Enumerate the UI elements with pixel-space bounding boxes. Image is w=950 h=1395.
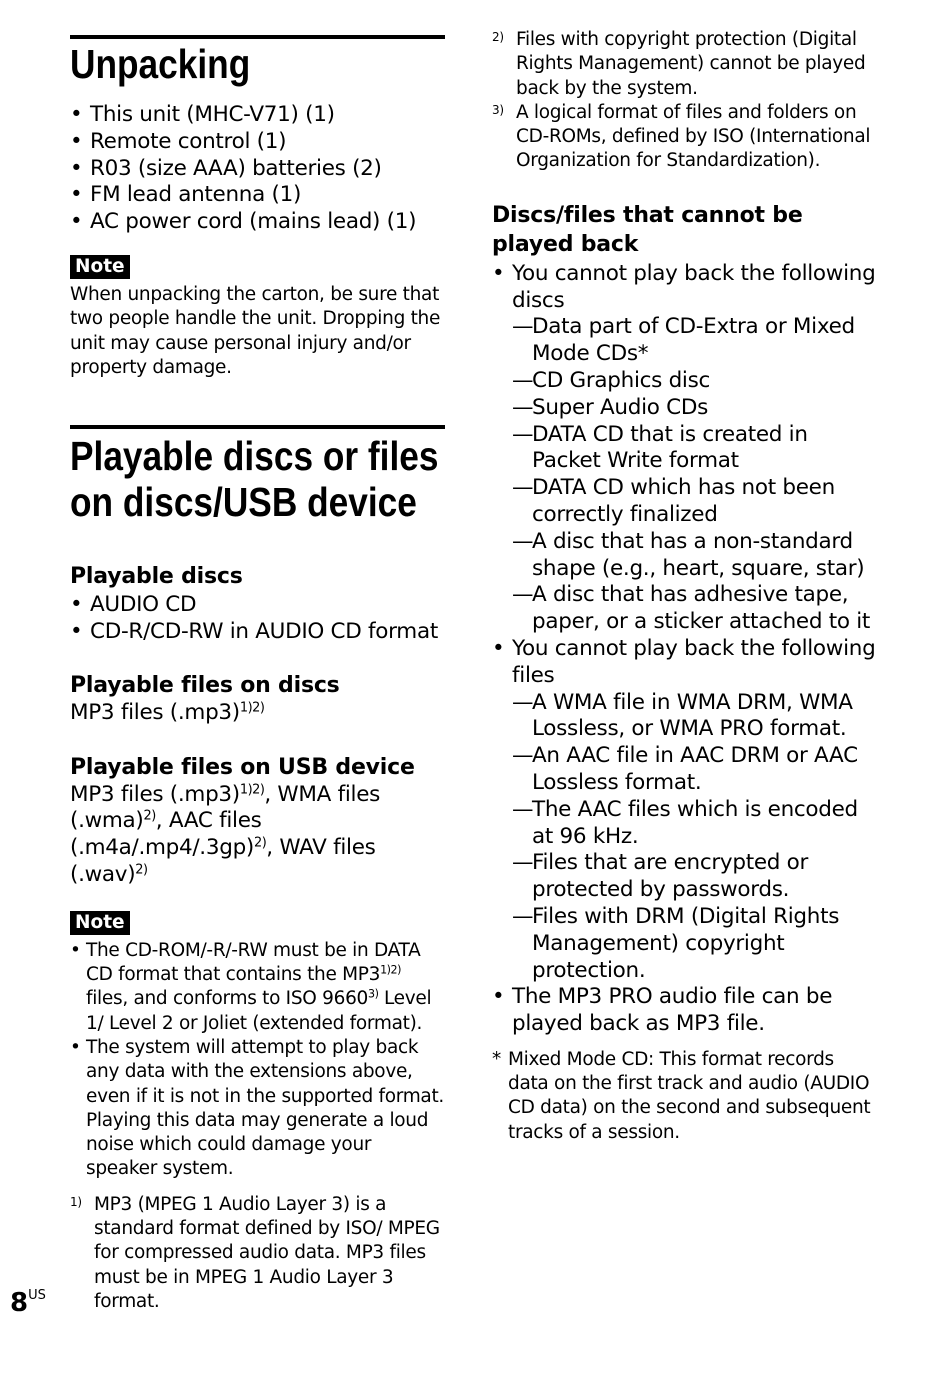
footnote-text: MP3 (MPEG 1 Audio Layer 3) is a standard format defined by ISO/ MPEG for compressed audio data. MP3 files must be in MPEG 1 Audio Layer 3 format. — [94, 1193, 440, 1312]
page-number — [10, 1288, 46, 1318]
list-item: — An AAC file in AAC DRM or AAC Lossless format. — [512, 743, 877, 797]
list-item: • R03 (size AAA) batteries (2) — [70, 156, 445, 183]
footnote-ref: 2) — [254, 835, 267, 851]
list-item: • CD-R/CD-RW in AUDIO CD format — [70, 619, 445, 646]
list-item: — The AAC files which is encoded at 96 kHz. — [512, 797, 877, 851]
list-item: — Files that are encrypted or protected by passwords. — [512, 850, 877, 904]
list-item: — Files with DRM (Digital Rights Management) copyright protection. — [512, 904, 877, 984]
list-item: • The system will attempt to play back any data with the extensions above, even if it is not in the supported format. Playing this data may generate a loud noise which could damage your speaker system. — [70, 1036, 445, 1182]
footnote-2 — [492, 28, 877, 101]
footnote-ref: 1)2) — [380, 963, 401, 977]
footnote-mark: 1) — [70, 1194, 82, 1209]
text-run: MP3 files (.mp3) — [70, 699, 240, 725]
note-badge: Note — [70, 911, 130, 935]
list-item: • AUDIO CD — [70, 592, 445, 619]
footnote-ref: 1)2) — [239, 781, 265, 797]
list-item — [492, 261, 877, 636]
text-run: MP3 files (.mp3) — [70, 781, 240, 807]
text-run: files, and conforms to ISO 9660 — [86, 988, 369, 1010]
footnote-ref: 2) — [135, 862, 148, 878]
list-item: — A disc that has adhesive tape, paper, or a sticker attached to it — [512, 582, 877, 636]
text-run: , WMA files (.wma) — [70, 781, 381, 834]
note-badge: Note — [70, 255, 130, 279]
page-region-suffix: US — [28, 1288, 46, 1303]
playable-discs-list — [70, 592, 445, 646]
footnote-3 — [492, 101, 877, 174]
list-item: — Super Audio CDs — [512, 395, 877, 422]
cannot-play-files-list — [512, 690, 877, 985]
list-item — [70, 939, 445, 1036]
footnote-1 — [70, 1193, 445, 1314]
cannot-play-list — [492, 261, 877, 1038]
text-run: Level 1/ Level 2 or Joliet (extended format). — [86, 988, 432, 1034]
note-text: When unpacking the carton, be sure that two people handle the unit. Dropping the unit may cause personal injury and/or property damage. — [70, 283, 441, 378]
list-item — [492, 636, 877, 984]
subheading-files-on-usb: Playable files on USB device — [70, 754, 415, 780]
files-on-usb-text — [70, 782, 445, 889]
footnote-text: Files with copyright protection (Digital Rights Management) cannot be played back by the system. — [516, 29, 866, 99]
heading-playable — [70, 433, 439, 526]
footnote-ref: 2) — [143, 808, 156, 824]
footnote-text: A logical format of files and folders on CD-ROMs, defined by ISO (International Organization for Standardization). — [516, 101, 871, 172]
list-item: • FM lead antenna (1) — [70, 182, 445, 209]
list-item: — A disc that has a non-standard shape (e.g., heart, square, star) — [512, 529, 877, 583]
subheading-playable-discs: Playable discs — [70, 564, 243, 590]
list-item: • AC power cord (mains lead) (1) — [70, 209, 445, 236]
heading-unpacking: Unpacking — [70, 41, 251, 87]
heading-playable-line2: on discs/USB device — [70, 479, 417, 526]
list-item: — CD Graphics disc — [512, 368, 877, 395]
asterisk-note — [492, 1048, 877, 1145]
right-column — [492, 0, 877, 1145]
list-item-intro: You cannot play back the following discs — [512, 260, 876, 313]
section-rule-unpacking — [70, 35, 445, 39]
text-run: The CD-ROM/-R/-RW must be in DATA CD format that contains the MP3 — [86, 939, 421, 986]
list-item: — DATA CD that is created in Packet Write format — [512, 422, 877, 476]
subheading-cannot-play: Discs/files that cannot be played back — [492, 202, 803, 257]
playable-note-list — [70, 939, 445, 1182]
list-item: — A WMA file in WMA DRM, WMA Lossless, or WMA PRO format. — [512, 690, 877, 744]
list-item: • This unit (MHC-V71) (1) — [70, 102, 445, 129]
list-item: — DATA CD which has not been correctly finalized — [512, 475, 877, 529]
section-rule-playable — [70, 425, 445, 429]
list-item: — Data part of CD-Extra or Mixed Mode CDs* — [512, 314, 877, 368]
heading-playable-line1: Playable discs or files — [70, 433, 439, 480]
subheading-files-on-discs: Playable files on discs — [70, 672, 340, 698]
files-on-discs-text — [70, 700, 445, 727]
list-item: • Remote control (1) — [70, 129, 445, 156]
list-item-intro: You cannot play back the following files — [512, 635, 876, 688]
footnote-mark: 2) — [492, 30, 504, 44]
unpacking-list — [70, 102, 445, 236]
asterisk-mark: * — [492, 1048, 501, 1070]
list-item: • The MP3 PRO audio file can be played back as MP3 file. — [492, 984, 877, 1038]
asterisk-text: Mixed Mode CD: This format records data on the first track and audio (AUDIO CD data) on the second and subsequent tracks of a session. — [508, 1048, 871, 1143]
left-column — [70, 0, 445, 1314]
text-run: , WAV files (.wav) — [70, 835, 376, 887]
cannot-play-discs-list — [512, 314, 877, 636]
page-number-value: 8 — [10, 1288, 29, 1318]
footnote-ref: 1)2) — [239, 700, 265, 716]
footnote-mark: 3) — [492, 102, 504, 117]
text-run: , AAC files (.m4a/.mp4/.3gp) — [70, 808, 262, 861]
footnote-ref: 3) — [368, 987, 379, 1001]
